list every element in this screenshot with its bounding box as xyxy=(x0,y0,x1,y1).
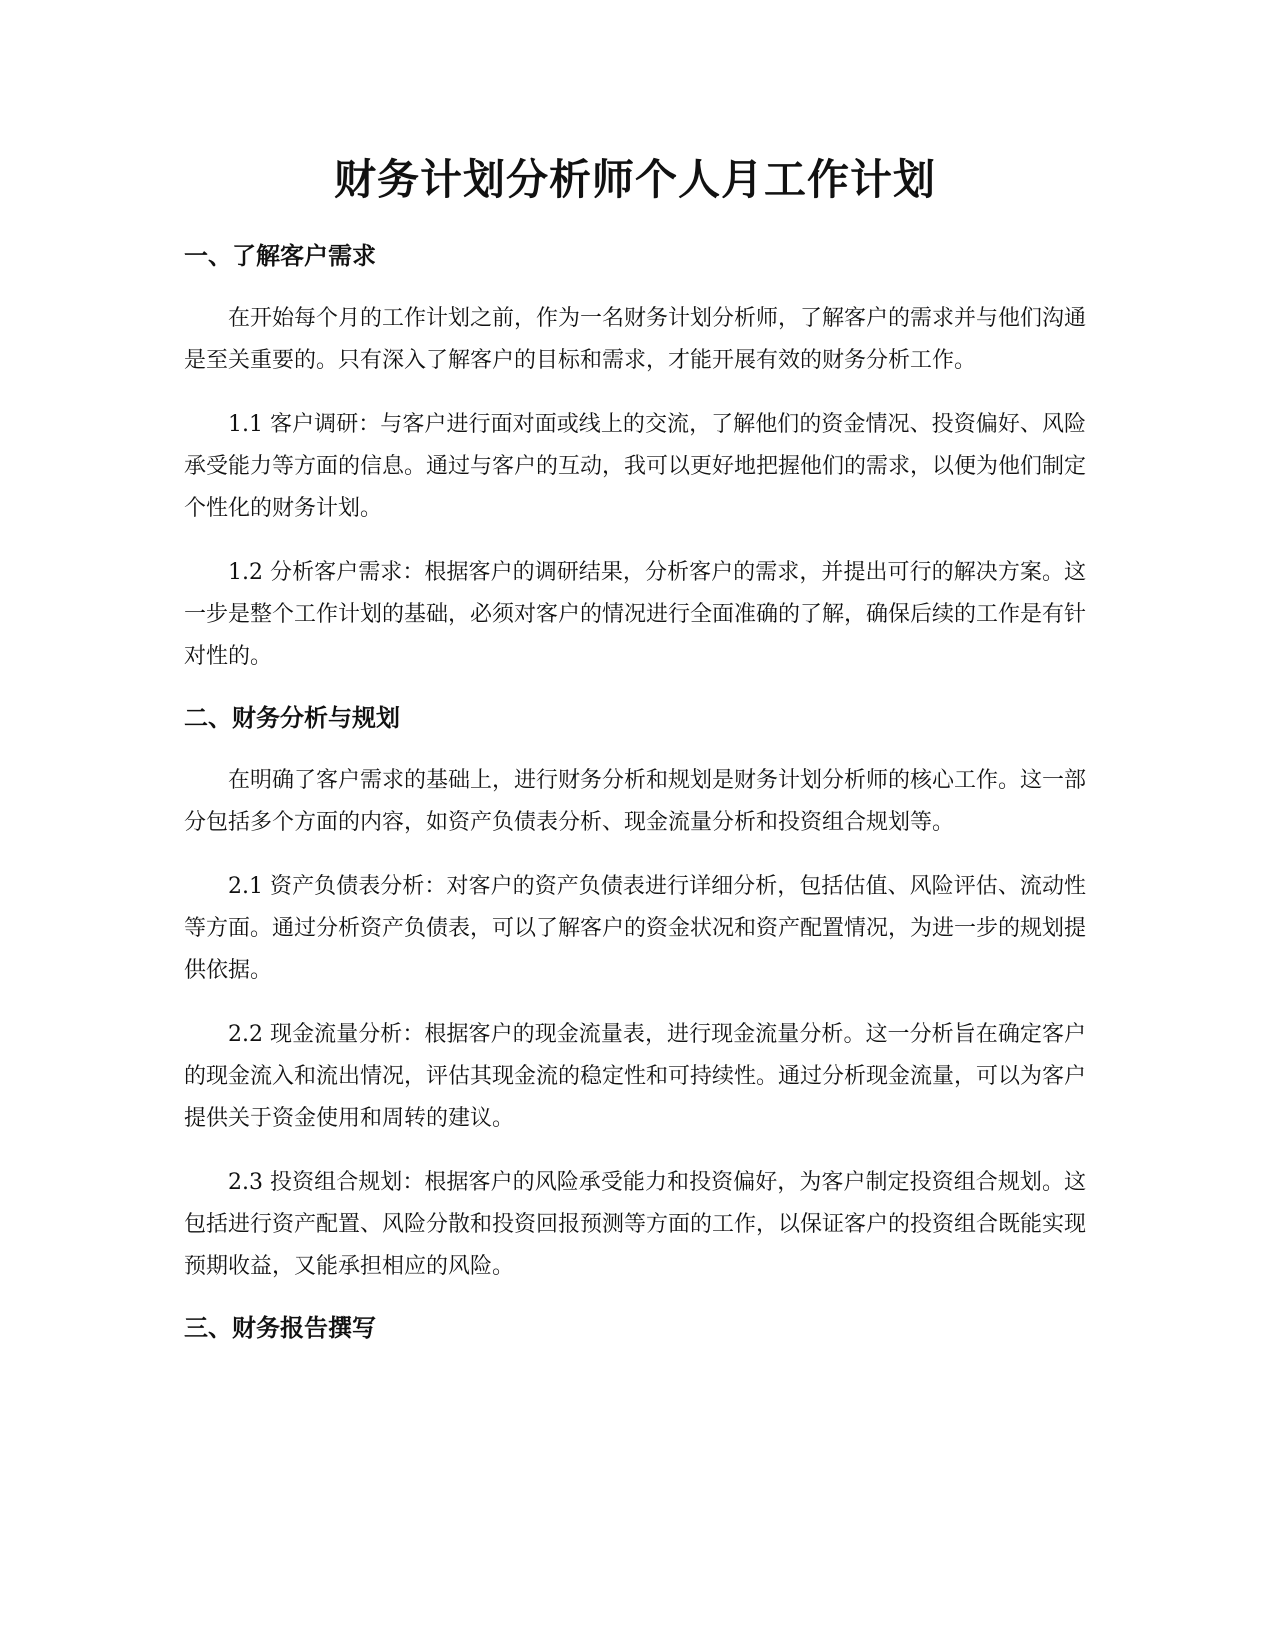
paragraph: 2.3 投资组合规划：根据客户的风险承受能力和投资偏好，为客户制定投资组合规划。这包括进行资产配置、风险分散和投资回报预测等方面的工作，以保证客户的投资组合既能实现预期收益，又能承担相应的风险。 xyxy=(184,1170,1087,1279)
paragraph: 2.2 现金流量分析：根据客户的现金流量表，进行现金流量分析。这一分析旨在确定客户的现金流入和流出情况，评估其现金流的稳定性和可持续性。通过分析现金流量，可以为客户提供关于资金使用和周转的建议。 xyxy=(184,1022,1087,1131)
paragraph: 1.1 客户调研：与客户进行面对面或线上的交流，了解他们的资金情况、投资偏好、风险承受能力等方面的信息。通过与客户的互动，我可以更好地把握他们的需求，以便为他们制定个性化的财务计划。 xyxy=(184,412,1087,521)
document-body xyxy=(184,238,1086,1370)
paragraph: 在明确了客户需求的基础上，进行财务分析和规划是财务计划分析师的核心工作。这一部分包括多个方面的内容，如资产负债表分析、现金流量分析和投资组合规划等。 xyxy=(184,768,1087,835)
section-heading: 二、财务分析与规划 xyxy=(184,704,400,732)
paragraph: 在开始每个月的工作计划之前，作为一名财务计划分析师，了解客户的需求并与他们沟通是至关重要的。只有深入了解客户的目标和需求，才能开展有效的财务分析工作。 xyxy=(184,306,1087,373)
section-understand-client-needs xyxy=(184,238,1086,678)
section-financial-analysis-planning xyxy=(184,700,1086,1288)
document-title: 财务计划分析师个人月工作计划 xyxy=(333,155,936,204)
section-financial-report-writing xyxy=(184,1310,1086,1346)
section-heading: 三、财务报告撰写 xyxy=(184,1314,376,1342)
section-heading: 一、了解客户需求 xyxy=(184,242,376,270)
paragraph: 2.1 资产负债表分析：对客户的资产负债表进行详细分析，包括估值、风险评估、流动性等方面。通过分析资产负债表，可以了解客户的资金状况和资产配置情况，为进一步的规划提供依据。 xyxy=(184,874,1087,983)
paragraph: 1.2 分析客户需求：根据客户的调研结果，分析客户的需求，并提出可行的解决方案。这一步是整个工作计划的基础，必须对客户的情况进行全面准确的了解，确保后续的工作是有针对性的。 xyxy=(184,560,1087,669)
